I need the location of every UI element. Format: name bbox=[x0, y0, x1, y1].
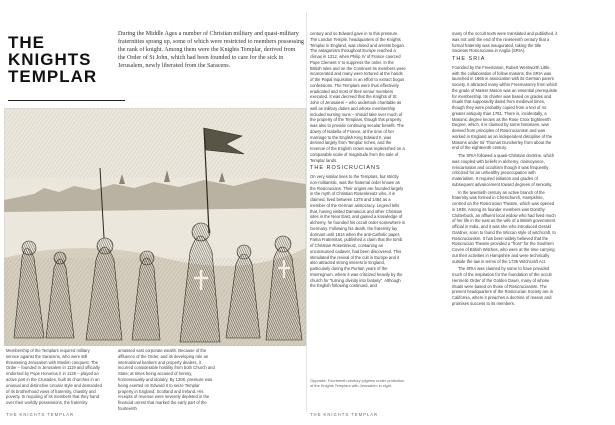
body-paragraph: many of the occult texts were translated and published, it was not until the end of the nineteenth century that a formal fraternity was inaugurated, taking the title Societas Rosicruciana in Anglia (SRIA). bbox=[452, 31, 558, 54]
engraving-image bbox=[4, 108, 306, 346]
section-heading: THE ROSICRUCIANS bbox=[310, 165, 381, 172]
body-paragraph: amassed vast corporate wealth. Because of the affluence of the Order, and its developing role as international bankers and property dealers, it incurred considerable hostility from both Church and State; at times being accused of heresy, homosexuality and idolatry. By 1308, pressure was being exerted on Edward II to seize Templar property in England, Scotland and Ireland. His receipts of revenue were severely depleted in the financial unrest that marked the early part of the fourteenth bbox=[118, 348, 215, 411]
body-paragraph: On very similar lines to the Templars, but strictly non-militaristic, was the fraternal order known as the Rosicrucians. Their origins are founded largely in the myth of Christian Rosenkreutz who, it is claimed, lived between 1378 and 1484 as a member of the German aristocracy. Legend tells that, having visited Damascus and other Christian sites in the Near East, and gained a knowledge of alchemy, he founded his occult order somewhere in Germany. Following his death, the fraternity lay dormant until 1614 when the anti-Catholic paper, Fama Fraternitas, published a claim that the tomb of Christian Rosenkreutz, containing an unconsumed cadaver, had been discovered. This stimulated the revival of the cult in Europe and it also attracted strong interest in England, particularly during the Puritan years of the Interregnum, where it was criticized heavily by the church for "turning divinity into fantasy". Although the English following continued, and bbox=[310, 174, 406, 289]
title-line: THE bbox=[8, 33, 45, 52]
body-paragraph: Founded by the Freemason, Robert Wentworth Little, with the collaboration of fellow masons, the SRIA was launched in 1865 in association with its German parent society. It attracted many within Freemasonry from which the grade of Master Mason was an essential prerequisite for membership. Its charter was based on grades and rituals that supposedly dated from medieval times, though they were probably copied from a text of no greater antiquity than 1781. There is, incidentally, a Masonic degree known as the Rose Croix Eighteenth Degree, which, it is claimed by some historians, was derived from principles of Rosicrucianism and was worked in England as an independent discipline of the Masons under Sir Thomas Dunckerley from about the end of the eighteenth century. bbox=[452, 64, 558, 151]
column-right-2 bbox=[452, 31, 558, 309]
body-paragraph: The SRIA followed a quasi-Christian doctrine, which was coupled with beliefs in alchemy, clairvoyance, reincarnation and occultism though it was frequently criticized for an unhealthy preoccupation with materialism. It required initiation and grades of subsequent advancement toward degrees of seniority. bbox=[452, 153, 555, 187]
body-paragraph: Membership of the Templars required military service against the Saracens, who were still threatening Jerusalem with Muslim conquest. The Order – founded in Jerusalem in 1119 and officially endorsed by Pope Honorius II in 1128 – played an active part in the Crusades, built its churches in an unusual and distinctive circular style and demanded of its brotherhood vows of fraternity, chastity and poverty. In requiring of its members that they hand over their worldly possessions, the fraternity bbox=[6, 348, 102, 406]
running-footer-left: THE KNIGHTS TEMPLAR bbox=[6, 412, 75, 417]
column-bottom-1 bbox=[6, 348, 104, 408]
column-right-1 bbox=[310, 31, 406, 291]
body-paragraph: In the twentieth century an active branch of the fraternity was formed in Christchurch, Hampshire, centred on the Rosicrucian Theatre, which was opened in 1938. Among its founder members was Dorothy Clutterbuck, an affluent local widow who had lived much of her life in the east as the wife of a British government official in India, and it was she who introduced Gerald Gardner, soon to found the Wiccan style of witchcraft, to Rosicrucianism. It has been widely believed that the Rosicrucian Theatre provided a "front" for the Southern Coven of British Witches, who were at the time carrying out their activities in Hampshire and were technically outside the law in terms of the 1735 Witchcraft Act. bbox=[452, 189, 556, 264]
engraving-illustration bbox=[4, 108, 306, 346]
title-line: KNIGHTS bbox=[8, 50, 92, 69]
title-line: TEMPLAR bbox=[8, 67, 98, 86]
body-paragraph: The SRIA was claimed by some to have provided much of the inspiration for the foundation of the occult Hermetic Order of the Golden Dawn, many of whose rituals were based on those of Rosicrucianism. The present headquarters of the Rosicrucian Society are in California, where it preaches a doctrine of reason and promises success to its members. bbox=[452, 266, 554, 306]
running-footer-right: THE KNIGHTS TEMPLAR bbox=[310, 412, 379, 417]
column-bottom-2 bbox=[118, 348, 216, 414]
section-heading: THE SRIA bbox=[452, 56, 486, 62]
body-paragraph: century and so Edward gave in to this pressure. The London Temple, headquarters of the Knights Templar in England, was closed and arrests began. The antagonism throughout Europe reached a climax in 1312, when Philip IV of France coerced Pope Clement V to suppress the order. In the British Isles and on the Continent its members were incarcerated and many were tortured at the hands of the Papal Inquisition in an effort to extract bogus confessions. The Templars were thus effectively eradicated and most of their senior members executed. It was decreed that the Knights of St John of Jerusalem – who undertook charitable as well as military duties and whose membership included nursing nuns – should take over much of the property of the Templars, though this property was also to provide continuing secular benefit. The dowry of Isabella of France, at the time of her marriage to the English King Edward II, was derived largely from Templar riches, and the revenue of the English crown was replenished on a comparable scale of magnitude from the sale of Templar lands. bbox=[310, 31, 406, 163]
intro-paragraph: During the Middle Ages a number of Christian military and quasi-military fraternities sprang up, some of which were restricted to members possessing the rank of knight. Among them were the Knights Templar, derived from the Order of St John, which had been founded to care for the sick in Jerusalem, newly liberated from the Saracens. bbox=[118, 31, 304, 69]
page-gutter bbox=[306, 12, 307, 412]
image-caption: Opposite: Fourteenth-century pilgrims under protection of the Knights Templars with Jerusalem in sight. bbox=[310, 378, 405, 389]
chapter-title bbox=[8, 34, 108, 85]
title-rule bbox=[8, 100, 125, 101]
